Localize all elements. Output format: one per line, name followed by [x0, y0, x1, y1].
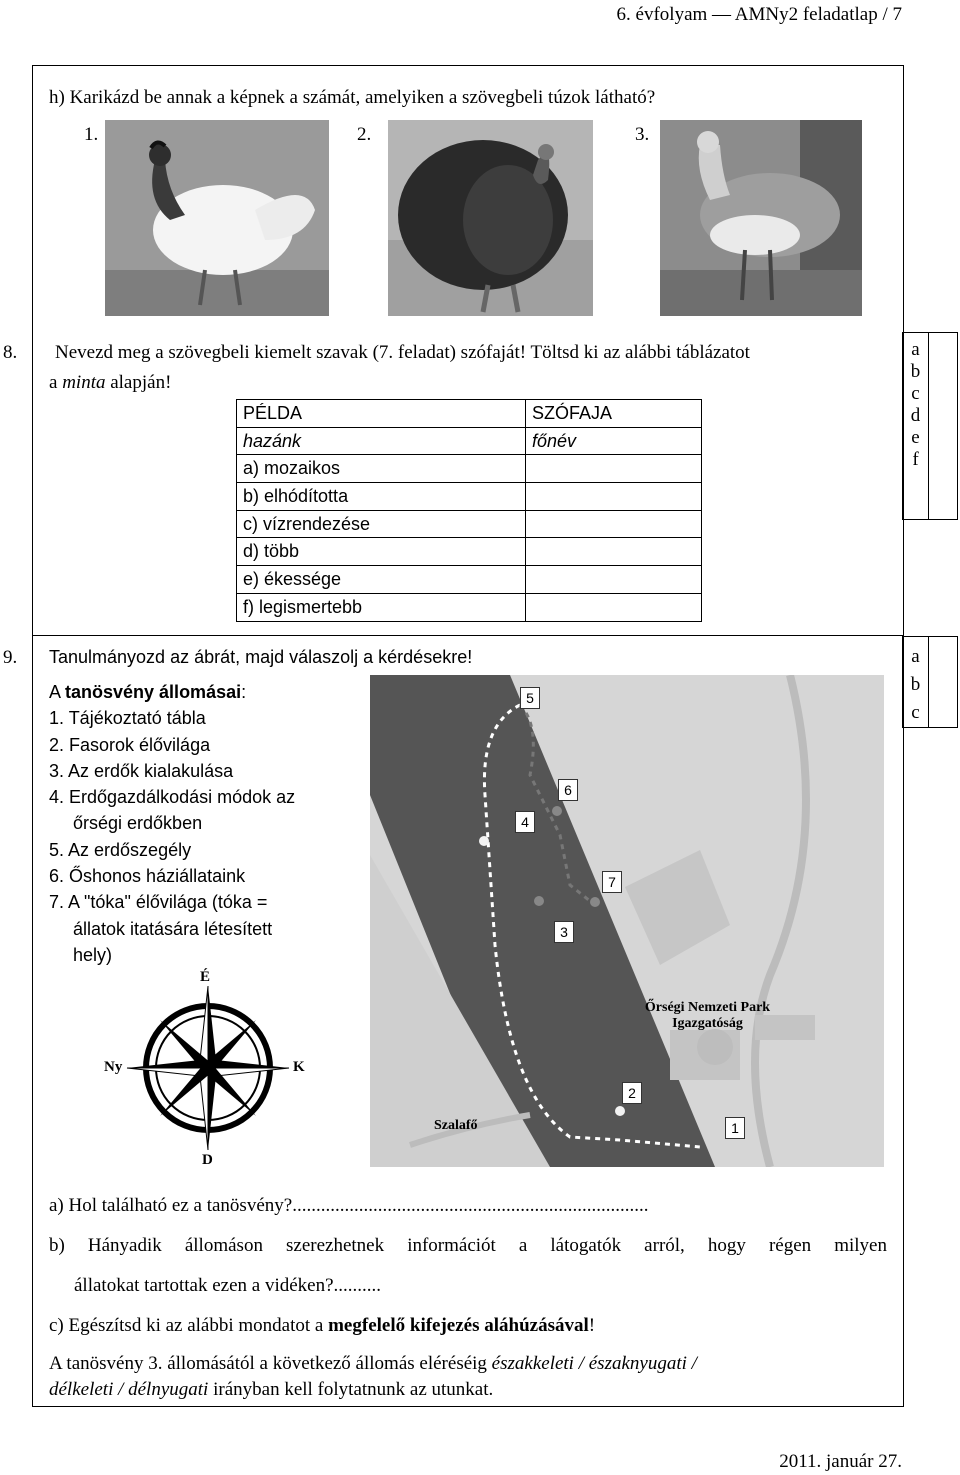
score-label-f: f — [912, 449, 919, 470]
score-label-b: b — [910, 674, 921, 695]
answer-line-b[interactable]: .......... — [333, 1275, 382, 1296]
station-item: 6. Őshonos háziállataink — [49, 866, 246, 887]
station-marker-5: 5 — [520, 687, 540, 709]
table-header-row — [237, 400, 702, 428]
question-b-cont: állatokat tartottak ezen a vidéken?.......... — [74, 1275, 382, 1296]
answer-line-a[interactable]: ........................................................................... — [292, 1195, 649, 1216]
answer-cell[interactable] — [526, 483, 702, 511]
task8-line2: a minta alapján! — [49, 372, 172, 393]
station-marker-2: 2 — [622, 1082, 642, 1104]
station-marker-7: 7 — [602, 871, 622, 893]
question-a: a) Hol található ez a tanösvény?........................................................................... — [49, 1195, 649, 1216]
table-cell: c) vízrendezése — [237, 510, 526, 538]
stations-list — [49, 679, 354, 968]
compass-north-label: É — [200, 969, 211, 985]
station-marker-4: 4 — [515, 811, 535, 833]
answer-cell[interactable] — [526, 566, 702, 594]
answer-cell[interactable] — [526, 538, 702, 566]
table-head-example: PÉLDA — [237, 400, 526, 428]
table-cell: b) elhódította — [237, 483, 526, 511]
footer-date: 2011. január 27. — [779, 1451, 902, 1472]
table-row — [237, 566, 702, 594]
stations-title: A tanösvény állomásai: — [49, 682, 247, 702]
map-park-label: Őrségi Nemzeti Park Igazgatóság — [644, 1000, 771, 1031]
photo-bustard — [660, 120, 862, 316]
page-header: 6. évfolyam — AMNy2 feladatlap / 7 — [616, 4, 902, 25]
example-word: hazánk — [237, 427, 526, 455]
example-wordclass: főnév — [526, 427, 702, 455]
table-cell: d) több — [237, 538, 526, 566]
table-row — [237, 483, 702, 511]
station-item: 3. Az erdők kialakulása — [49, 760, 234, 781]
compass-south-label: D — [202, 1152, 213, 1168]
szofaj-table — [236, 399, 702, 622]
station-item: 1. Tájékoztató tábla — [49, 708, 206, 729]
answer-cell[interactable] — [526, 455, 702, 483]
station-marker-1: 1 — [725, 1117, 745, 1139]
station-item-cont: hely) — [73, 944, 113, 965]
table-row — [237, 538, 702, 566]
table-row — [237, 455, 702, 483]
task8-line1: Nevezd meg a szövegbeli kiemelt szavak (7. feladat) szófaját! Töltsd ki az alábbi táblázatot — [55, 342, 750, 363]
station-item-cont: állatok itatására létesített — [73, 918, 273, 939]
score-label-e: e — [911, 427, 920, 448]
direction-options[interactable]: délkeleti / délnyugati — [49, 1379, 209, 1400]
answer-cell[interactable] — [526, 593, 702, 621]
table-cell: a) mozaikos — [237, 455, 526, 483]
task9-number: 9. — [3, 647, 18, 668]
task8-number: 8. — [3, 342, 18, 363]
compass-rose — [100, 968, 315, 1173]
score-label-c: c — [911, 702, 920, 723]
table-cell: f) legismertebb — [237, 593, 526, 621]
score-label-d: d — [910, 405, 921, 426]
map-town-label: Szalafő — [434, 1118, 478, 1133]
table-cell: e) ékessége — [237, 566, 526, 594]
option-1[interactable]: 1. — [84, 124, 99, 145]
station-item: 2. Fasorok élővilága — [49, 734, 211, 755]
trail-map — [370, 675, 884, 1167]
answer-cell[interactable] — [526, 510, 702, 538]
station-marker-3: 3 — [554, 921, 574, 943]
score-box-task9 — [902, 636, 958, 728]
score-box-task8 — [902, 332, 958, 520]
compass-west-label: Ny — [104, 1059, 123, 1075]
score-label-b: b — [910, 361, 921, 382]
sentence-line2: délkeleti / délnyugati irányban kell folytatnunk az utunkat. — [49, 1379, 494, 1400]
score-field[interactable] — [929, 637, 957, 727]
task-h-text: h) Karikázd be annak a képnek a számát, amelyiken a szövegbeli túzok látható? — [49, 87, 656, 108]
station-item: 7. A "tóka" élővilága (tóka = — [49, 892, 268, 913]
photo-chicken — [105, 120, 329, 316]
direction-options[interactable]: északkeleti / északnyugati / — [491, 1353, 697, 1374]
score-field[interactable] — [929, 333, 957, 519]
score-label-a: a — [911, 339, 920, 360]
score-label-a: a — [911, 646, 920, 667]
station-item-cont: őrségi erdőkben — [73, 813, 203, 834]
station-item: 4. Erdőgazdálkodási módok az — [49, 787, 296, 808]
table-example-row — [237, 427, 702, 455]
table-head-wordclass: SZÓFAJA — [526, 400, 702, 428]
sentence-line1: A tanösvény 3. állomásától a következő állomás eléréséig északkeleti / északnyugati / — [49, 1353, 697, 1374]
table-row — [237, 510, 702, 538]
task9-title: Tanulmányozd az ábrát, majd válaszolj a kérdésekre! — [49, 647, 473, 667]
question-c: c) Egészítsd ki az alábbi mondatot a megfelelő kifejezés aláhúzásával! — [49, 1315, 596, 1336]
option-2[interactable]: 2. — [357, 124, 372, 145]
station-marker-6: 6 — [558, 779, 578, 801]
score-label-c: c — [911, 383, 920, 404]
station-item: 5. Az erdőszegély — [49, 839, 192, 860]
option-3[interactable]: 3. — [635, 124, 650, 145]
table-row — [237, 593, 702, 621]
compass-east-label: K — [293, 1059, 305, 1075]
question-b: b) Hányadik állomáson szerezhetnek információt a látogatók arról, hogy régen milyen — [49, 1235, 887, 1256]
photo-turkey — [388, 120, 593, 316]
